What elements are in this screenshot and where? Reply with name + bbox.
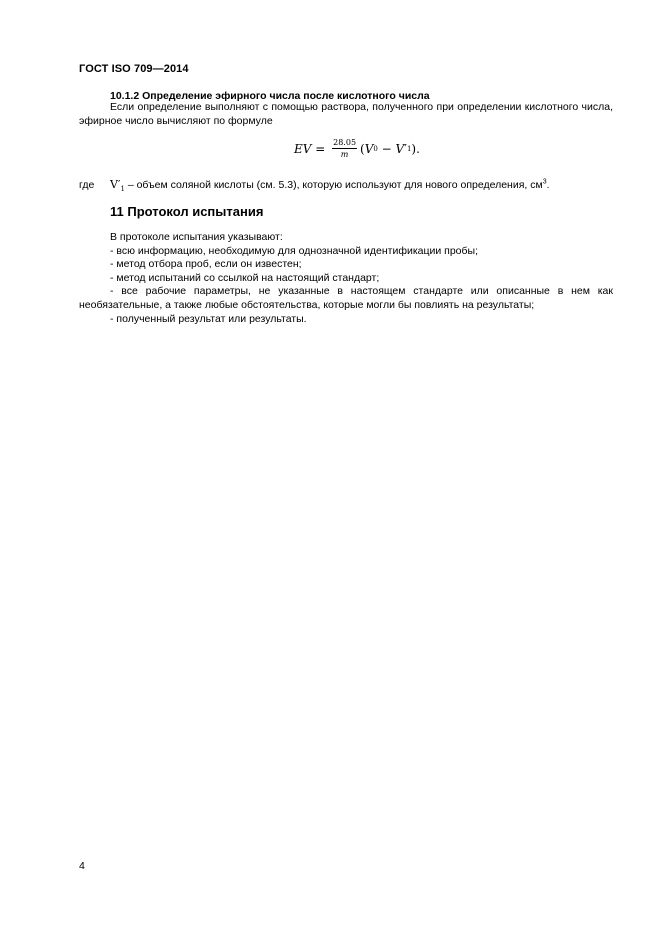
subsection-title: 10.1.2 Определение эфирного числа после кислотного числа xyxy=(110,90,430,102)
where-end: . xyxy=(546,179,550,191)
where-symbol xyxy=(110,178,125,194)
formula-lhs: EV xyxy=(294,141,312,156)
formula-fraction xyxy=(332,138,357,159)
where-definition xyxy=(79,178,550,193)
formula-numerator: 28.05 xyxy=(333,138,357,147)
list-item: - полученный результат или результаты. xyxy=(110,312,307,325)
protocol-intro: В протоколе испытания указывают: xyxy=(110,231,283,243)
formula-v1: V xyxy=(395,141,405,156)
where-label: где xyxy=(79,179,95,191)
list-item: - метод испытаний со ссылкой на настоящий стандарт; xyxy=(110,271,380,284)
where-symbol-letter: V xyxy=(110,178,118,191)
subsection-paragraph: Если определение выполняют с помощью раствора, полученного при определении кислотного числа, эфирное число вычисляют по формуле xyxy=(79,101,613,127)
list-item: - все рабочие параметры, не указанные в настоящем стандарте или описанные в нем как необязательные, а также любые обстоятельства, которые могли бы повлиять на результаты; xyxy=(79,285,613,311)
protocol-list xyxy=(79,231,613,326)
formula-denominator: m xyxy=(340,150,349,159)
formula-equals: = xyxy=(311,141,330,156)
formula-minus: − xyxy=(377,141,396,156)
standard-header: ГОСТ ISO 709—2014 xyxy=(79,63,189,75)
formula-v1-prime: ′ xyxy=(404,141,407,156)
formula-end: . xyxy=(416,141,420,156)
where-text: – объем соляной кислоты (см. 5.3), которую используют для нового определения, см xyxy=(124,179,543,191)
formula-v1-sub: 1 xyxy=(406,144,412,153)
formula-v0: V xyxy=(364,141,374,156)
page-number: 4 xyxy=(79,860,85,872)
formula-paren-open: ( xyxy=(360,141,365,156)
list-item: - всю информацию, необходимую для однозначной идентификации пробы; xyxy=(110,244,479,257)
formula-v0-sub: 0 xyxy=(373,144,378,153)
ester-value-formula xyxy=(294,138,420,159)
formula-paren-close: ) xyxy=(411,141,417,156)
list-item: - метод отбора проб, если он известен; xyxy=(110,258,302,271)
where-symbol-sub: 1 xyxy=(120,185,125,194)
where-unit-sup: 3 xyxy=(542,178,547,186)
section-title: 11 Протокол испытания xyxy=(110,204,264,219)
where-symbol-prime: ′ xyxy=(117,178,121,191)
